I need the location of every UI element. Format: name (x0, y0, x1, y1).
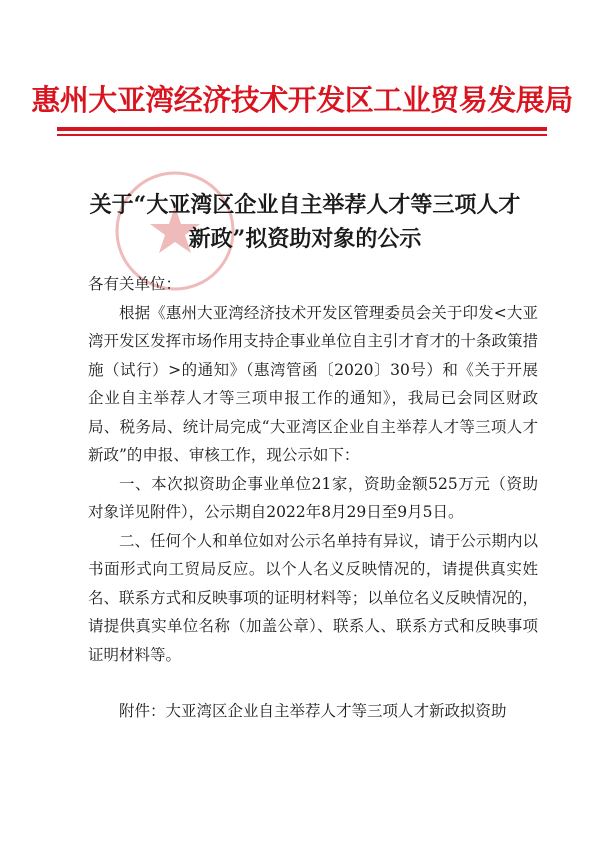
notice-body (88, 270, 538, 726)
paragraph-item-1: 一、本次拟资助企事业单位21家，资助金额525万元（资助对象详见附件），公示期自2022年8月29日至9月5日。 (88, 474, 538, 521)
header-rule-thin (57, 134, 547, 136)
paragraph-item-2: 二、任何个人和单位如对公示名单持有异议，请于公示期内以书面形式向工贸局反应。以个人名义反映情况的，请提供真实姓名、联系方式和反映事项的证明材料等；以单位名义反映情况的，请提供真实单位名称（加盖公章）、联系人、联系方式和反映事项证明材料等。 (88, 531, 538, 664)
notice-title-line-1: 关于“大亚湾区企业自主举荐人才等三项人才 (89, 192, 521, 218)
notice-title (75, 188, 535, 256)
attachment-line: 附件：大亚湾区企业自主举荐人才等三项人才新政拟资助 (119, 702, 507, 720)
salutation: 各有关单位： (88, 275, 182, 293)
organization-header: 惠州大亚湾经济技术开发区工业贸易发展局 (31, 83, 573, 117)
paragraph-basis: 根据《惠州大亚湾经济技术开发区管理委员会关于印发<大亚湾开发区发挥市场作用支持企事业单位自主引才育才的十条政策措施（试行）>的通知》（惠湾管函〔2020〕30号）和《关于开展企业自主举荐人才等三项申报工作的通知》，我局已会同区财政局、税务局、统计局完成“大亚湾区企业自主举荐人才等三项人才新政”的申报、审核工作，现公示如下： (88, 303, 538, 464)
header-rule-thick (57, 127, 547, 131)
notice-title-line-2: 新政”拟资助对象的公示 (188, 226, 422, 252)
